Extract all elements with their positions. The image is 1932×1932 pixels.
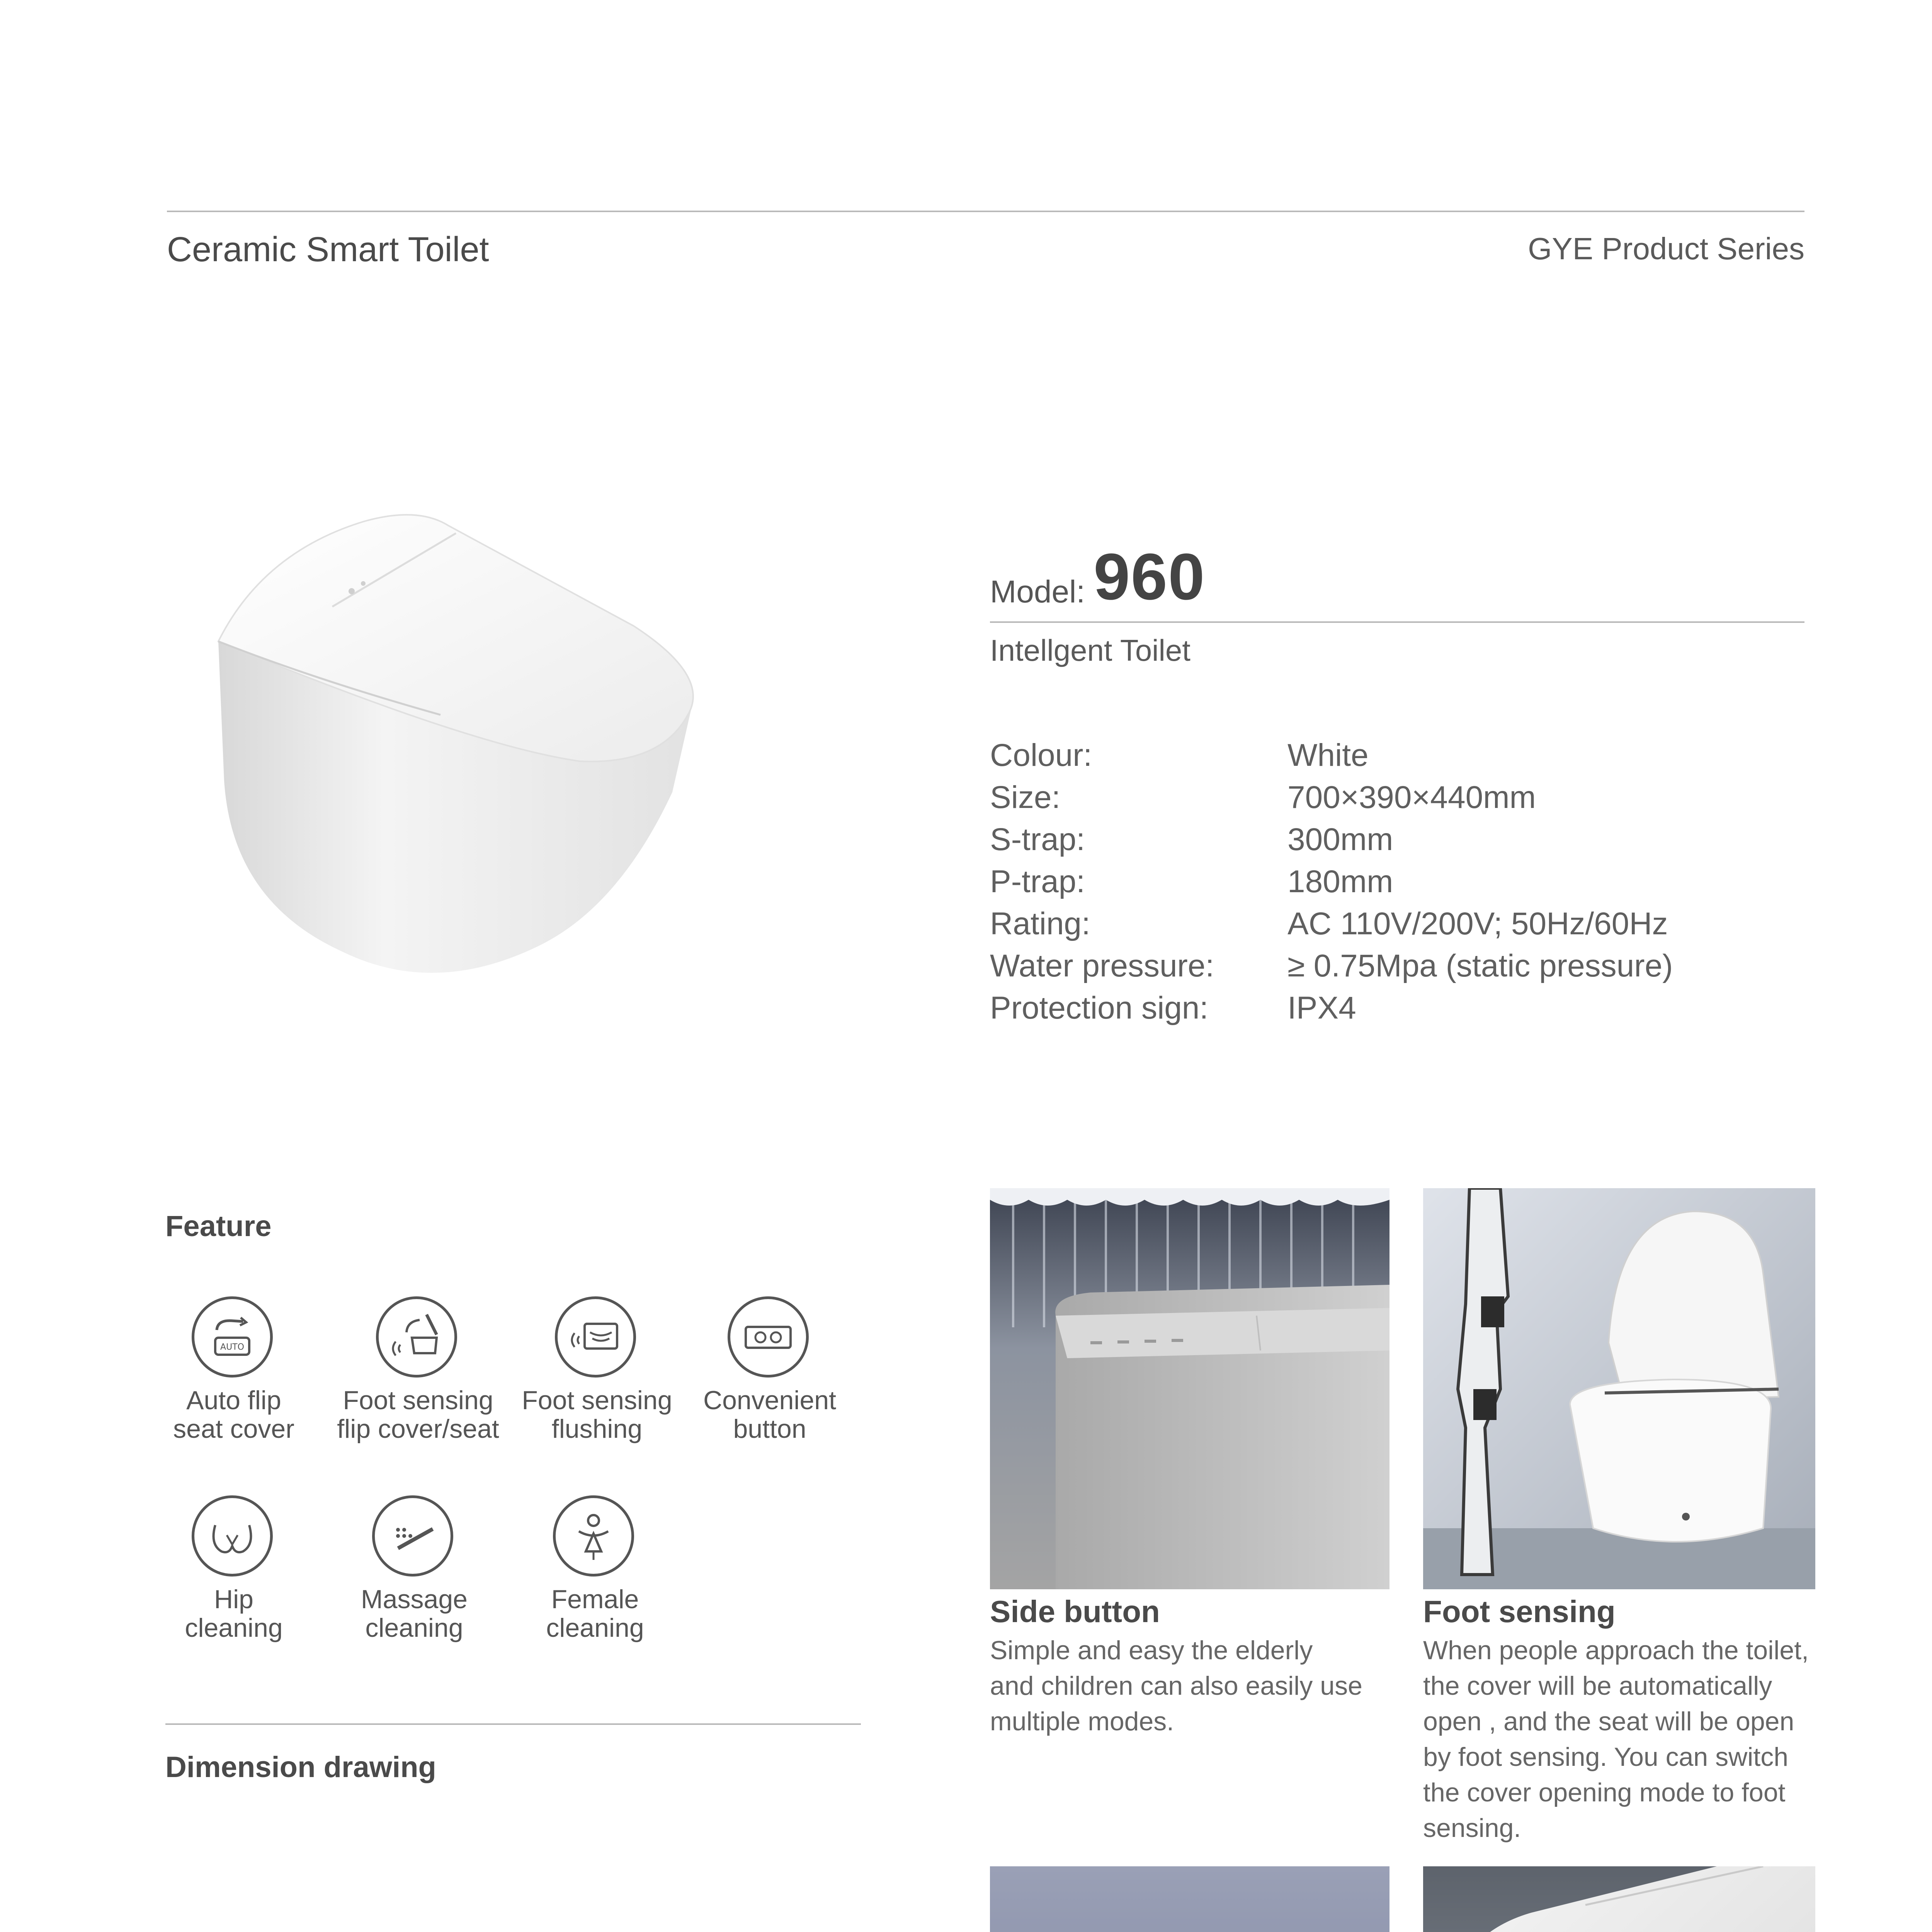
feature-label: Foot sensing flushing — [522, 1386, 672, 1444]
highlight-desc: When people approach the toilet, the cover will be automatically open , and the seat will be open by foot sensing. You can switch the cover opening mode to foot sensing. — [1423, 1636, 1809, 1843]
feature-convenient-button — [677, 1296, 862, 1474]
spec-key: S-trap: — [990, 822, 1085, 857]
series-name: GYE Product Series — [1528, 231, 1804, 266]
spec-row-protection — [990, 990, 1917, 1032]
spec-key: Water pressure: — [990, 948, 1214, 983]
auto-flip-icon — [192, 1296, 273, 1378]
dimension-title: Dimension drawing — [165, 1751, 436, 1784]
spec-key: Colour: — [990, 738, 1092, 773]
feature-female-cleaning — [502, 1495, 688, 1673]
spec-row-rating — [990, 906, 1917, 947]
uv-sterilization-photo — [990, 1866, 1389, 1932]
highlight-desc: Simple and easy the elderly and children can also easily use multiple modes. — [990, 1636, 1362, 1736]
feature-hip-cleaning — [141, 1495, 327, 1673]
hip-cleaning-icon — [192, 1495, 273, 1577]
feature-foot-sensing-flip — [325, 1296, 511, 1474]
model-label: Model: — [990, 574, 1085, 609]
foot-sensing-photo — [1423, 1188, 1815, 1589]
spec-row-s-trap — [990, 821, 1917, 863]
feature-label: Massage cleaning — [361, 1585, 468, 1643]
model-rule — [990, 621, 1804, 623]
feature-label: Auto flip seat cover — [173, 1386, 294, 1444]
side-button-photo — [990, 1188, 1389, 1589]
highlight-title: Side button — [990, 1594, 1160, 1629]
spec-value: 300mm — [1287, 822, 1393, 857]
spec-value: White — [1287, 738, 1369, 773]
feature-label: Female cleaning — [546, 1585, 644, 1643]
feature-label: Hip cleaning — [185, 1585, 283, 1643]
spec-value: IPX4 — [1287, 990, 1356, 1026]
spec-key: P-trap: — [990, 864, 1085, 899]
spec-row-p-trap — [990, 864, 1917, 905]
spec-key: Protection sign: — [990, 990, 1209, 1026]
feature-auto-flip — [141, 1296, 327, 1474]
spec-value: ≥ 0.75Mpa (static pressure) — [1287, 948, 1673, 983]
led-display-photo — [1423, 1866, 1815, 1932]
product-image — [201, 498, 723, 1005]
spec-row-size — [990, 779, 1917, 821]
spec-value: 180mm — [1287, 864, 1393, 899]
feature-label: Foot sensing flip cover/seat — [337, 1386, 499, 1444]
feature-massage-cleaning — [321, 1495, 507, 1673]
spec-value: 700×390×440mm — [1287, 780, 1536, 815]
spec-key: Rating: — [990, 906, 1090, 941]
product-subtitle: Intellgent Toilet — [990, 633, 1190, 667]
spec-row-water-pressure — [990, 948, 1917, 990]
button-icon — [728, 1296, 809, 1378]
header-rule — [167, 211, 1804, 212]
feature-title: Feature — [165, 1210, 272, 1243]
spec-value: AC 110V/200V; 50Hz/60Hz — [1287, 906, 1668, 941]
female-cleaning-icon — [553, 1495, 634, 1577]
massage-cleaning-icon — [372, 1495, 453, 1577]
foot-sensing-flip-icon — [376, 1296, 457, 1378]
dimension-rule — [165, 1723, 861, 1725]
auto-badge-text: AUTO — [220, 1342, 244, 1352]
feature-foot-sensing-flush — [504, 1296, 690, 1474]
model-number: 960 — [1094, 540, 1206, 614]
page-title: Ceramic Smart Toilet — [167, 230, 489, 269]
feature-label: Convenient button — [703, 1386, 837, 1444]
spec-row-colour — [990, 737, 1917, 779]
foot-sensing-flush-icon — [555, 1296, 636, 1378]
spec-key: Size: — [990, 780, 1061, 815]
highlight-title: Foot sensing — [1423, 1594, 1616, 1629]
